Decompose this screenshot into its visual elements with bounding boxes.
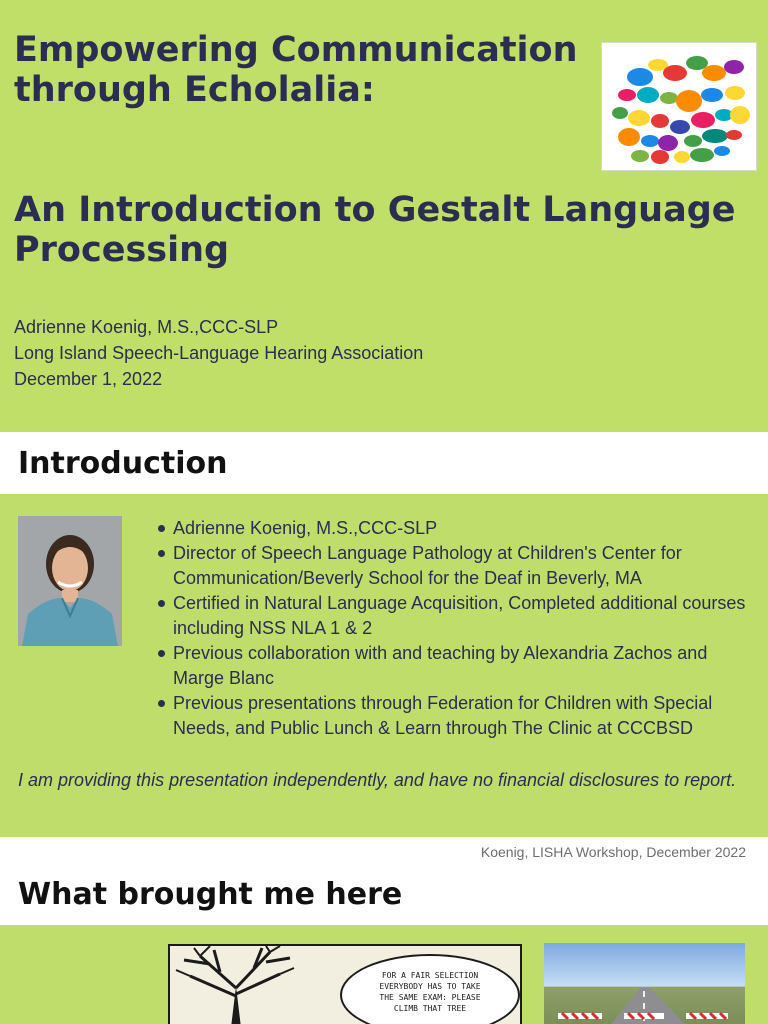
intro-bullet-list (155, 516, 755, 741)
what-brought-me-slide (0, 925, 768, 1024)
subtitle-line-2: Processing (14, 230, 230, 270)
speech-bubbles-image (601, 42, 757, 171)
list-item: Adrienne Koenig, M.S.,CCC-SLP (155, 516, 755, 541)
list-item: Director of Speech Language Pathology at Children's Center for Communication/Beverly School for the Deaf in Beverly, MA (155, 541, 755, 591)
balloon-line-3: THE SAME EXAM: PLEASE (379, 993, 481, 1002)
list-item: Previous presentations through Federation for Children with Special Needs, and Public Lunch & Learn through The Clinic at CCCBSD (155, 691, 755, 741)
list-item: Certified in Natural Language Acquisition, Completed additional courses including NSS NLA 1 & 2 (155, 591, 755, 641)
presenter-portrait-icon (18, 516, 122, 646)
disclosure-statement: I am providing this presentation independently, and have no financial disclosures to report. (18, 770, 737, 790)
organization-name: Long Island Speech-Language Hearing Association (14, 343, 424, 363)
slide-footer-bar (0, 837, 768, 925)
presenter-info (14, 314, 423, 392)
speech-bubbles-icon (602, 43, 758, 172)
footer-citation: Koenig, LISHA Workshop, December 2022 (480, 844, 746, 860)
road-barrier-icon (544, 943, 745, 1024)
intro-heading: Introduction (18, 446, 228, 481)
balloon-line-1: FOR A FAIR SELECTION (381, 971, 479, 980)
road-closed-image (544, 943, 745, 1024)
exam-cartoon-image (168, 944, 522, 1024)
title-line-1: Empowering Communication (14, 30, 578, 70)
presenter-photo (18, 516, 122, 646)
author-name: Adrienne Koenig, M.S.,CCC-SLP (14, 317, 279, 337)
intro-slide (0, 494, 768, 837)
presentation-date: December 1, 2022 (14, 369, 163, 389)
next-slide-heading: What brought me here (18, 877, 403, 912)
balloon-line-2: EVERYBODY HAS TO TAKE (379, 982, 481, 991)
presentation-title (14, 30, 594, 110)
intro-heading-bar (0, 432, 768, 494)
balloon-line-4: CLIMB THAT TREE (393, 1004, 467, 1013)
subtitle-line-1: An Introduction to Gestalt Language (14, 190, 736, 230)
presentation-subtitle (14, 190, 759, 270)
list-item: Previous collaboration with and teaching by Alexandria Zachos and Marge Blanc (155, 641, 755, 691)
title-slide (0, 0, 768, 432)
title-line-2: through Echolalia: (14, 70, 375, 110)
